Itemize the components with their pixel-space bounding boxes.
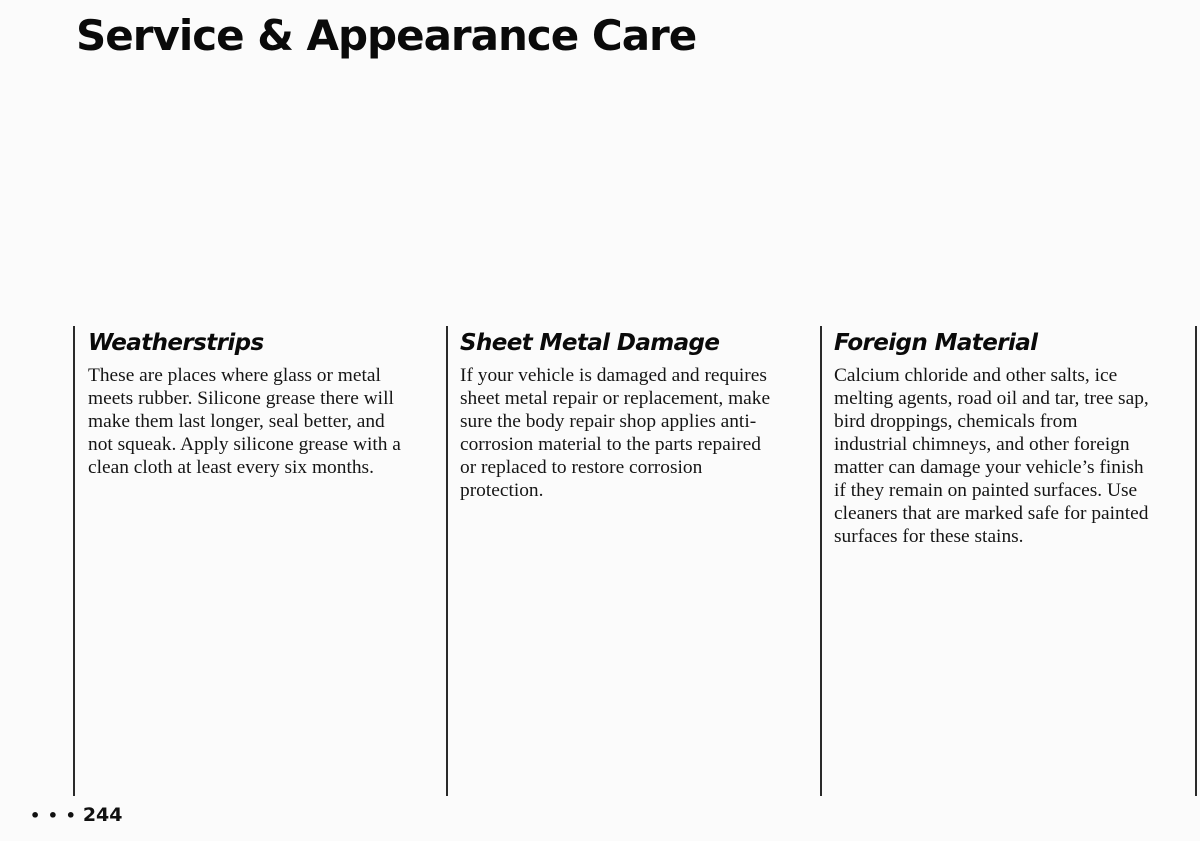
section-heading: Foreign Material xyxy=(834,330,1038,356)
section-heading: Sheet Metal Damage xyxy=(460,330,720,356)
section-body: If your vehicle is damaged and requires sheet metal repair or replacement, make sure the body repair shop applies anti- corrosion material to the parts repaired or replaced to restore corrosion protection. xyxy=(460,364,771,501)
section-body: These are places where glass or metal meets rubber. Silicone grease there will make them last longer, seal better, and not squeak. Apply silicone grease with a clean cloth at least every six months. xyxy=(88,364,401,478)
page-title: Service & Appearance Care xyxy=(76,11,697,60)
column-divider xyxy=(1195,326,1197,796)
section-weatherstrips xyxy=(73,326,445,796)
section-heading: Weatherstrips xyxy=(88,330,264,356)
section-sheet-metal-damage xyxy=(446,326,818,796)
page-footer xyxy=(30,804,123,826)
footer-marker: • • • xyxy=(30,806,77,825)
page-number: 244 xyxy=(82,804,123,826)
section-body: Calcium chloride and other salts, ice melting agents, road oil and tar, tree sap, bird droppings, chemicals from industrial chimneys, and other foreign matter can damage your vehicle’s finish if they remain on painted surfaces. Use cleaners that are marked safe for painted surfaces for these stains. xyxy=(834,364,1149,547)
section-foreign-material xyxy=(820,326,1196,796)
